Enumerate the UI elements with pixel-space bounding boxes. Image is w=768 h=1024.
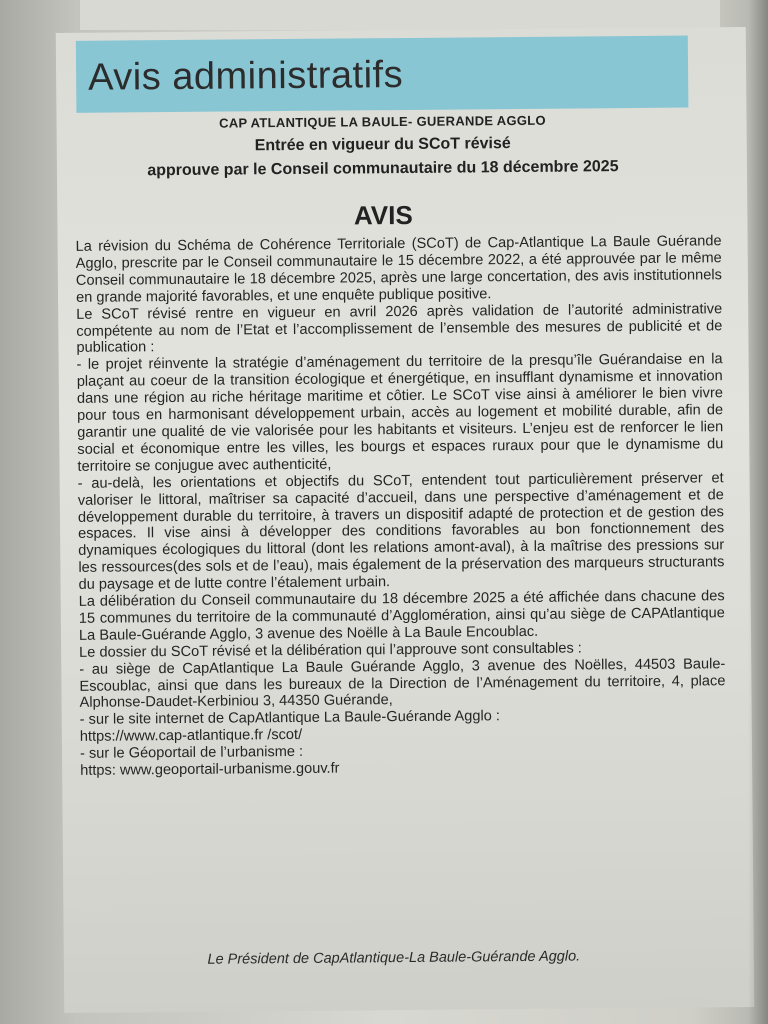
paragraph-geoportail: - sur le Géoportail de l’urbanisme : bbox=[79, 744, 304, 763]
notice-subtitle-2: approuve par le Conseil communautaire du 18 décembre 2025 bbox=[147, 158, 619, 180]
paragraph-deliberation: La délibération du Conseil communautaire du 18 décembre 2025 a été affichée dans chacune des 15 communes du territoire de la communauté d’Agglomération, ainsi qu’au siège de CAPAtlantique La Baule-Guérande Agglo, 3 avenue des Noëlle à La Baule Encoublac. bbox=[78, 588, 725, 644]
avis-heading: AVIS bbox=[353, 199, 413, 231]
website-link[interactable]: https://www.cap-atlantique.fr /scot/ bbox=[79, 727, 303, 746]
section-title: Avis administratifs bbox=[87, 54, 404, 99]
organization-name: CAP ATLANTIQUE LA BAULE- GUERANDE AGGLO bbox=[219, 112, 546, 131]
notice-subtitle-1: Entrée en vigueur du SCoT révisé bbox=[254, 135, 511, 155]
geoportail-link[interactable]: https: www.geoportail-urbanisme.gouv.fr bbox=[80, 760, 340, 779]
section-banner bbox=[76, 36, 689, 113]
paragraph-consultation: Le dossier du SCoT révisé et la délibération qui l’approuve sont consultables : bbox=[79, 640, 582, 661]
paragraph-project: - le projet réinvente la stratégie d’aménagement du territoire de la presqu’île Guérandaise en la plaçant au coeur de la transition écologique et énergétique, en insufflant dynamisme et innovation dans une région au riche héritage maritime et côtier. Le SCoT vise ainsi à améliorer le bien vivre pour tous en harmonisant développement urbain, accès au logement et mobilité durable, afin de garantir une qualité de vie valorisée pour les habitants et visiteurs. L’enjeu est de renforcer le lien social et économique entre les villes, les bourgs et espaces ruraux pour que le dynamisme du territoire se conjugue avec authenticité, bbox=[76, 351, 724, 475]
page-edge-shadow bbox=[748, 0, 768, 1024]
paragraph-website: - sur le site internet de CapAtlantique La Baule-Guérande Agglo : bbox=[79, 708, 501, 729]
paragraph-headquarters: - au siège de CapAtlantique La Baule Guérande Agglo, 3 avenue des Noëlles, 44503 Baule-Escoublac, ainsi que dans les bureaux de la Direction de l’Aménagement du territoire, 4, place Alphonse-Daudet-Kerbiniou 3, 44350 Guérande, bbox=[79, 655, 726, 712]
paragraph-entry-into-force: Le SCoT révisé rentre en vigueur en avril 2026 après validation de l’autorité administrative compétente au nom de l’Etat et l’accomplissement de l’ensemble des mesures de publicité et de publication : bbox=[76, 300, 723, 357]
paragraph-intro: La révision du Schéma de Cohérence Territoriale (SCoT) de Cap-Atlantique La Baule Guérande Agglo, prescrite par le Conseil communautaire le 15 décembre 2022, a été approuvée par le même Conseil communautaire le 18 décembre 2025, après une large concertation, des avis institutionnels en grande majorité favorables, et une enquête publique positive. bbox=[75, 233, 722, 306]
previous-page-strip bbox=[80, 0, 720, 30]
notice-body bbox=[76, 233, 727, 780]
notice-clipping bbox=[56, 27, 755, 1013]
signature: Le Président de CapAtlantique-La Baule-Guérande Agglo. bbox=[207, 948, 581, 968]
paragraph-objectives: - au-delà, les orientations et objectifs du SCoT, entendent tout particulièrement préserver et valoriser le littoral, maîtriser sa capacité d’accueil, dans une perspective d’aménagement et de développement durable du territoire, à travers un dispositif adapté de protection et de gestion des espaces. Il vise ainsi à développer des conditions favorables au bon fonctionnement des dynamiques écologiques du littoral (dont les relations amont-aval), à la maîtrise des pressions sur les ressources(des sols et de l’eau), mais également de la préservation des marqueurs structurants du paysage et de lutte contre l’étalement urbain. bbox=[77, 469, 725, 593]
